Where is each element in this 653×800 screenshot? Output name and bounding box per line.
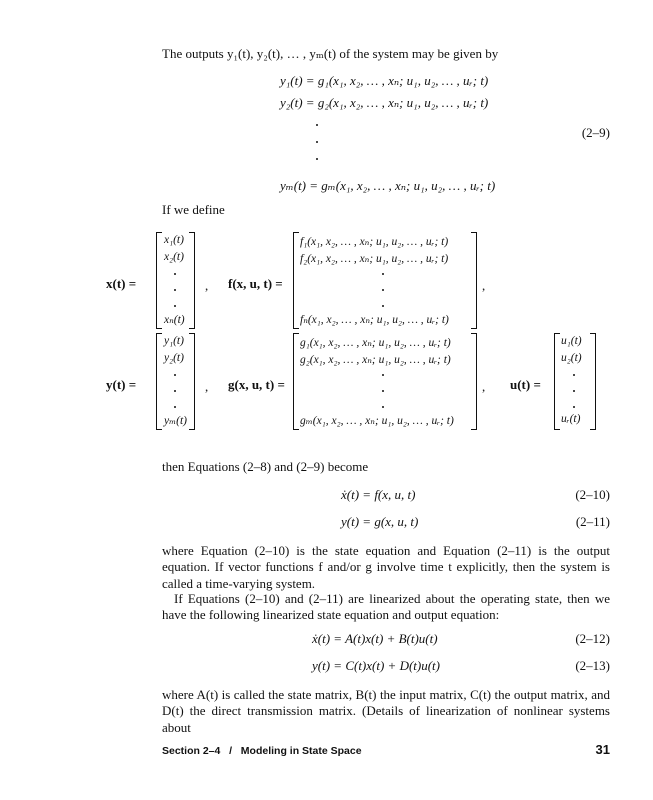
footer-section-title: Section 2–4 / Modeling in State Space bbox=[162, 745, 362, 757]
left-bracket bbox=[156, 232, 162, 329]
f-entry-n: fₙ(x₁, x₂, … , xₙ; u₁, u₂, … , uᵣ; t) bbox=[300, 314, 449, 326]
u-entry-r: uᵣ(t) bbox=[561, 413, 581, 425]
vertical-dot bbox=[382, 406, 384, 408]
linearized-state-equation: ẋ(t) = A(t)x(t) + B(t)u(t) bbox=[312, 631, 438, 646]
right-bracket bbox=[189, 333, 195, 430]
y-entry-2: y₂(t) bbox=[164, 352, 184, 364]
paragraph-state-equation: where Equation (2–10) is the state equation and Equation (2–11) is the output equation. If vector functions f and/or g involve time t explicitly, then the system is called a time-varying system. bbox=[162, 543, 610, 591]
output-equation-2: y₂(t) = g₂(x₁, x₂, … , xₙ; u₁, u₂, … , uᵣ; t) bbox=[280, 95, 489, 110]
comma: , bbox=[482, 379, 486, 394]
right-bracket bbox=[189, 232, 195, 329]
comma: , bbox=[205, 278, 209, 293]
equation-number-2-11: (2–11) bbox=[575, 514, 610, 529]
then-equations-text: then Equations (2–8) and (2–9) become bbox=[162, 459, 369, 474]
if-we-define-text: If we define bbox=[162, 202, 225, 217]
vertical-dot bbox=[382, 305, 384, 307]
left-bracket bbox=[554, 333, 560, 430]
g-entry-m: gₘ(x₁, x₂, … , xₙ; u₁, u₂, … , uᵣ; t) bbox=[300, 415, 454, 427]
right-bracket bbox=[471, 333, 477, 430]
output-equation-m: yₘ(t) = gₘ(x₁, x₂, … , xₙ; u₁, u₂, … , uᵣ; t) bbox=[280, 178, 496, 193]
left-bracket bbox=[156, 333, 162, 430]
vertical-dot bbox=[382, 289, 384, 291]
f-entry-1: f₁(x₁, x₂, … , xₙ; u₁, u₂, … , uᵣ; t) bbox=[300, 236, 449, 248]
vertical-dot bbox=[174, 289, 176, 291]
u-entry-2: u₂(t) bbox=[561, 352, 582, 364]
y-entry-m: yₘ(t) bbox=[164, 415, 188, 427]
output-equation: y(t) = g(x, u, t) bbox=[341, 514, 419, 529]
f-vector-label: f(x, u, t) = bbox=[228, 276, 283, 291]
g-entry-2: g₂(x₁, x₂, … , xₙ; u₁, u₂, … , uᵣ; t) bbox=[300, 354, 451, 366]
paragraph-linearized: If Equations (2–10) and (2–11) are linearized about the operating state, then we have the following linearized state equation and output equation: bbox=[162, 591, 610, 623]
vertical-dot bbox=[174, 273, 176, 275]
y-vector-label: y(t) = bbox=[106, 377, 137, 392]
equation-number-2-9: (2–9) bbox=[581, 125, 610, 140]
page-number: 31 bbox=[595, 742, 610, 757]
equation-number-2-13: (2–13) bbox=[575, 658, 610, 673]
vertical-dot bbox=[573, 406, 575, 408]
vertical-dot bbox=[573, 390, 575, 392]
vertical-dot bbox=[573, 374, 575, 376]
x-entry-1: x₁(t) bbox=[164, 234, 184, 246]
equation-number-2-10: (2–10) bbox=[575, 487, 610, 502]
vertical-dot bbox=[174, 390, 176, 392]
right-bracket bbox=[590, 333, 596, 430]
y-entry-1: y₁(t) bbox=[164, 335, 184, 347]
vertical-dot bbox=[382, 374, 384, 376]
x-vector-label: x(t) = bbox=[106, 276, 137, 291]
vertical-dot bbox=[316, 124, 318, 126]
vertical-dot bbox=[382, 390, 384, 392]
comma: , bbox=[205, 379, 209, 394]
state-equation: ẋ(t) = f(x, u, t) bbox=[341, 487, 416, 502]
vertical-dot bbox=[174, 406, 176, 408]
vertical-dot bbox=[316, 141, 318, 143]
equation-number-2-12: (2–12) bbox=[575, 631, 610, 646]
x-entry-2: x₂(t) bbox=[164, 251, 184, 263]
u-vector-label: u(t) = bbox=[510, 377, 541, 392]
paragraph-matrices: where A(t) is called the state matrix, B(t) the input matrix, C(t) the output matrix, and D(t) the direct transmission matrix. (Details of linearization of nonlinear systems about bbox=[162, 687, 610, 735]
vertical-dot bbox=[316, 158, 318, 160]
linearized-output-equation: y(t) = C(t)x(t) + D(t)u(t) bbox=[312, 658, 440, 673]
vertical-dot bbox=[174, 305, 176, 307]
x-entry-n: xₙ(t) bbox=[164, 314, 185, 326]
comma: , bbox=[482, 278, 486, 293]
f-entry-2: f₂(x₁, x₂, … , xₙ; u₁, u₂, … , uᵣ; t) bbox=[300, 253, 449, 265]
output-equation-1: y₁(t) = g₁(x₁, x₂, … , xₙ; u₁, u₂, … , uᵣ; t) bbox=[280, 73, 489, 88]
vertical-dot bbox=[174, 374, 176, 376]
g-entry-1: g₁(x₁, x₂, … , xₙ; u₁, u₂, … , uᵣ; t) bbox=[300, 337, 451, 349]
left-bracket bbox=[293, 333, 299, 430]
u-entry-1: u₁(t) bbox=[561, 335, 582, 347]
left-bracket bbox=[293, 232, 299, 329]
intro-line: The outputs y₁(t), y₂(t), … , yₘ(t) of the system may be given by bbox=[162, 46, 499, 61]
vertical-dot bbox=[382, 273, 384, 275]
right-bracket bbox=[471, 232, 477, 329]
g-vector-label: g(x, u, t) = bbox=[228, 377, 285, 392]
